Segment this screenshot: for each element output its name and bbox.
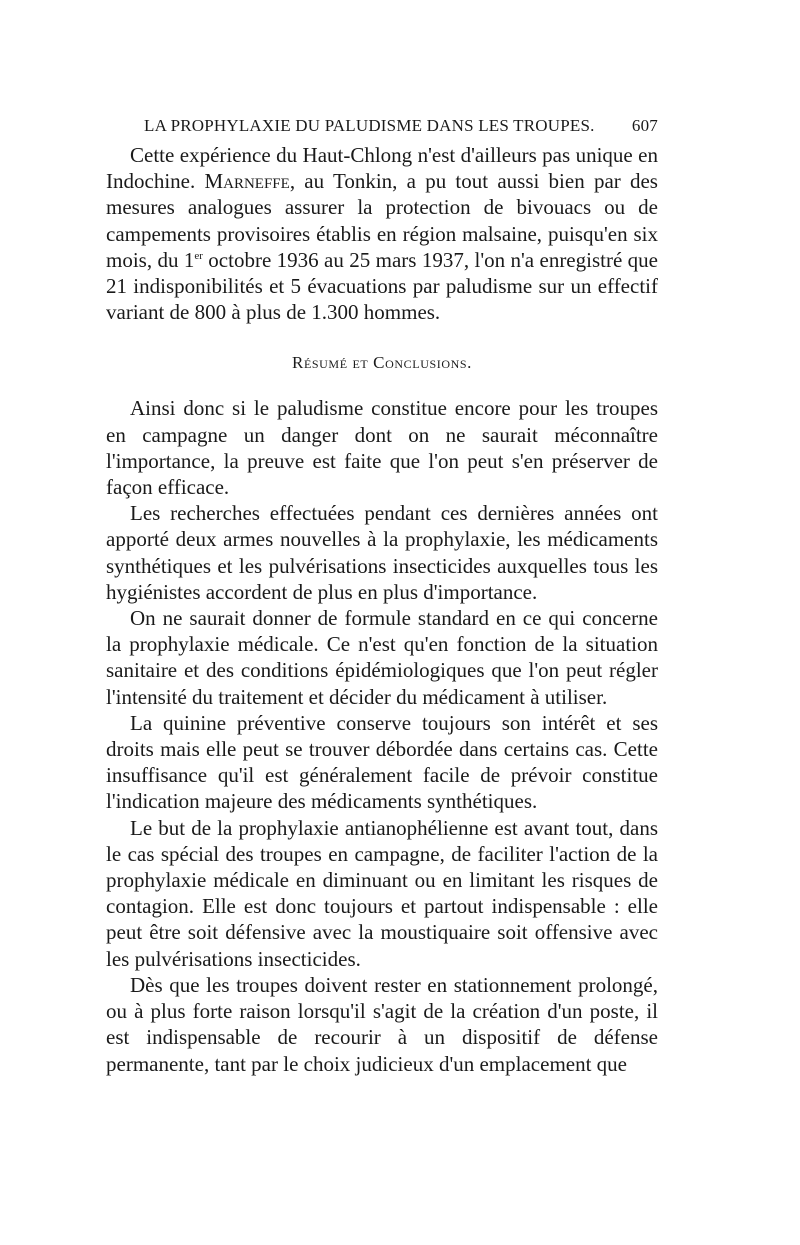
document-page — [106, 114, 658, 1077]
body-paragraph-5: Le but de la prophylaxie antianophélienne est avant tout, dans le cas spécial des troupes en campagne, de faciliter l'action de la prophylaxie médicale en diminuant ou en limitant les risques de contagion. Elle est donc toujours et partout indispensable : elle peut être soit défensive avec la moustiquaire soit offensive avec les pulvérisations insecticides. — [106, 815, 658, 971]
ordinal-superscript: er — [194, 249, 203, 262]
page-number: 607 — [631, 116, 658, 135]
body-paragraph-2: Les recherches effectuées pendant ces dernières années ont apporté deux armes nouvelles à la prophylaxie, les médicaments synthétiques et les pulvérisations insecticides auxquelles tous les hygiénistes accordent de plus en plus d'importance. — [106, 501, 658, 604]
body-paragraph-4: La quinine préventive conserve toujours son intérêt et ses droits mais elle peut se trouver débordée dans certains cas. Cette insuffisance qu'il est généralement facile de prévoir constitue l'indication majeure des médicaments synthétiques. — [106, 710, 658, 814]
running-header — [106, 114, 658, 142]
intro-paragraph — [106, 142, 658, 325]
body-paragraph-6: Dès que les troupes doivent rester en stationnement prolongé, ou à plus forte raison lorsqu'il s'agit de la création d'un poste, il est indispensable de recourir à un dispositif de défense permanente, tant par le choix judicieux d'un emplacement que — [106, 972, 658, 1076]
body-paragraph-3: On ne saurait donner de formule standard en ce qui concerne la prophylaxie médicale. Ce n'est qu'en fonction de la situation sanitaire et des conditions épidémiologiques que l'on peut régler l'intensité du traitement et décider du médicament à utiliser. — [106, 606, 658, 709]
section-heading: Résumé et Conclusions. — [292, 353, 472, 373]
intro-text-1: Cette expérience du Haut-Chlong n'est d'ailleurs pas unique en Indochine. — [106, 143, 658, 194]
running-title: LA PROPHYLAXIE DU PALUDISME DANS LES TROUPES. — [144, 116, 595, 135]
body-paragraph-1: Ainsi donc si le paludisme constitue encore pour les troupes en campagne un danger dont on ne saurait méconnaître l'importance, la preuve est faite que l'on peut s'en préserver de façon efficace. — [106, 396, 658, 500]
intro-text-2: , au Tonkin, a pu tout aussi bien par des mesures analogues assurer la protection de bivouacs ou de campements provisoires établis en région malsaine, puisqu'en six mois, du 1 — [106, 169, 658, 272]
intro-text-3: octobre 1936 au 25 mars 1937, l'on n'a enregistré que 21 indisponibilités et 5 évacuations par paludisme sur un effectif variant de 800 à plus de 1.300 hommes. — [106, 247, 658, 325]
author-name: Marneffe — [204, 169, 290, 194]
